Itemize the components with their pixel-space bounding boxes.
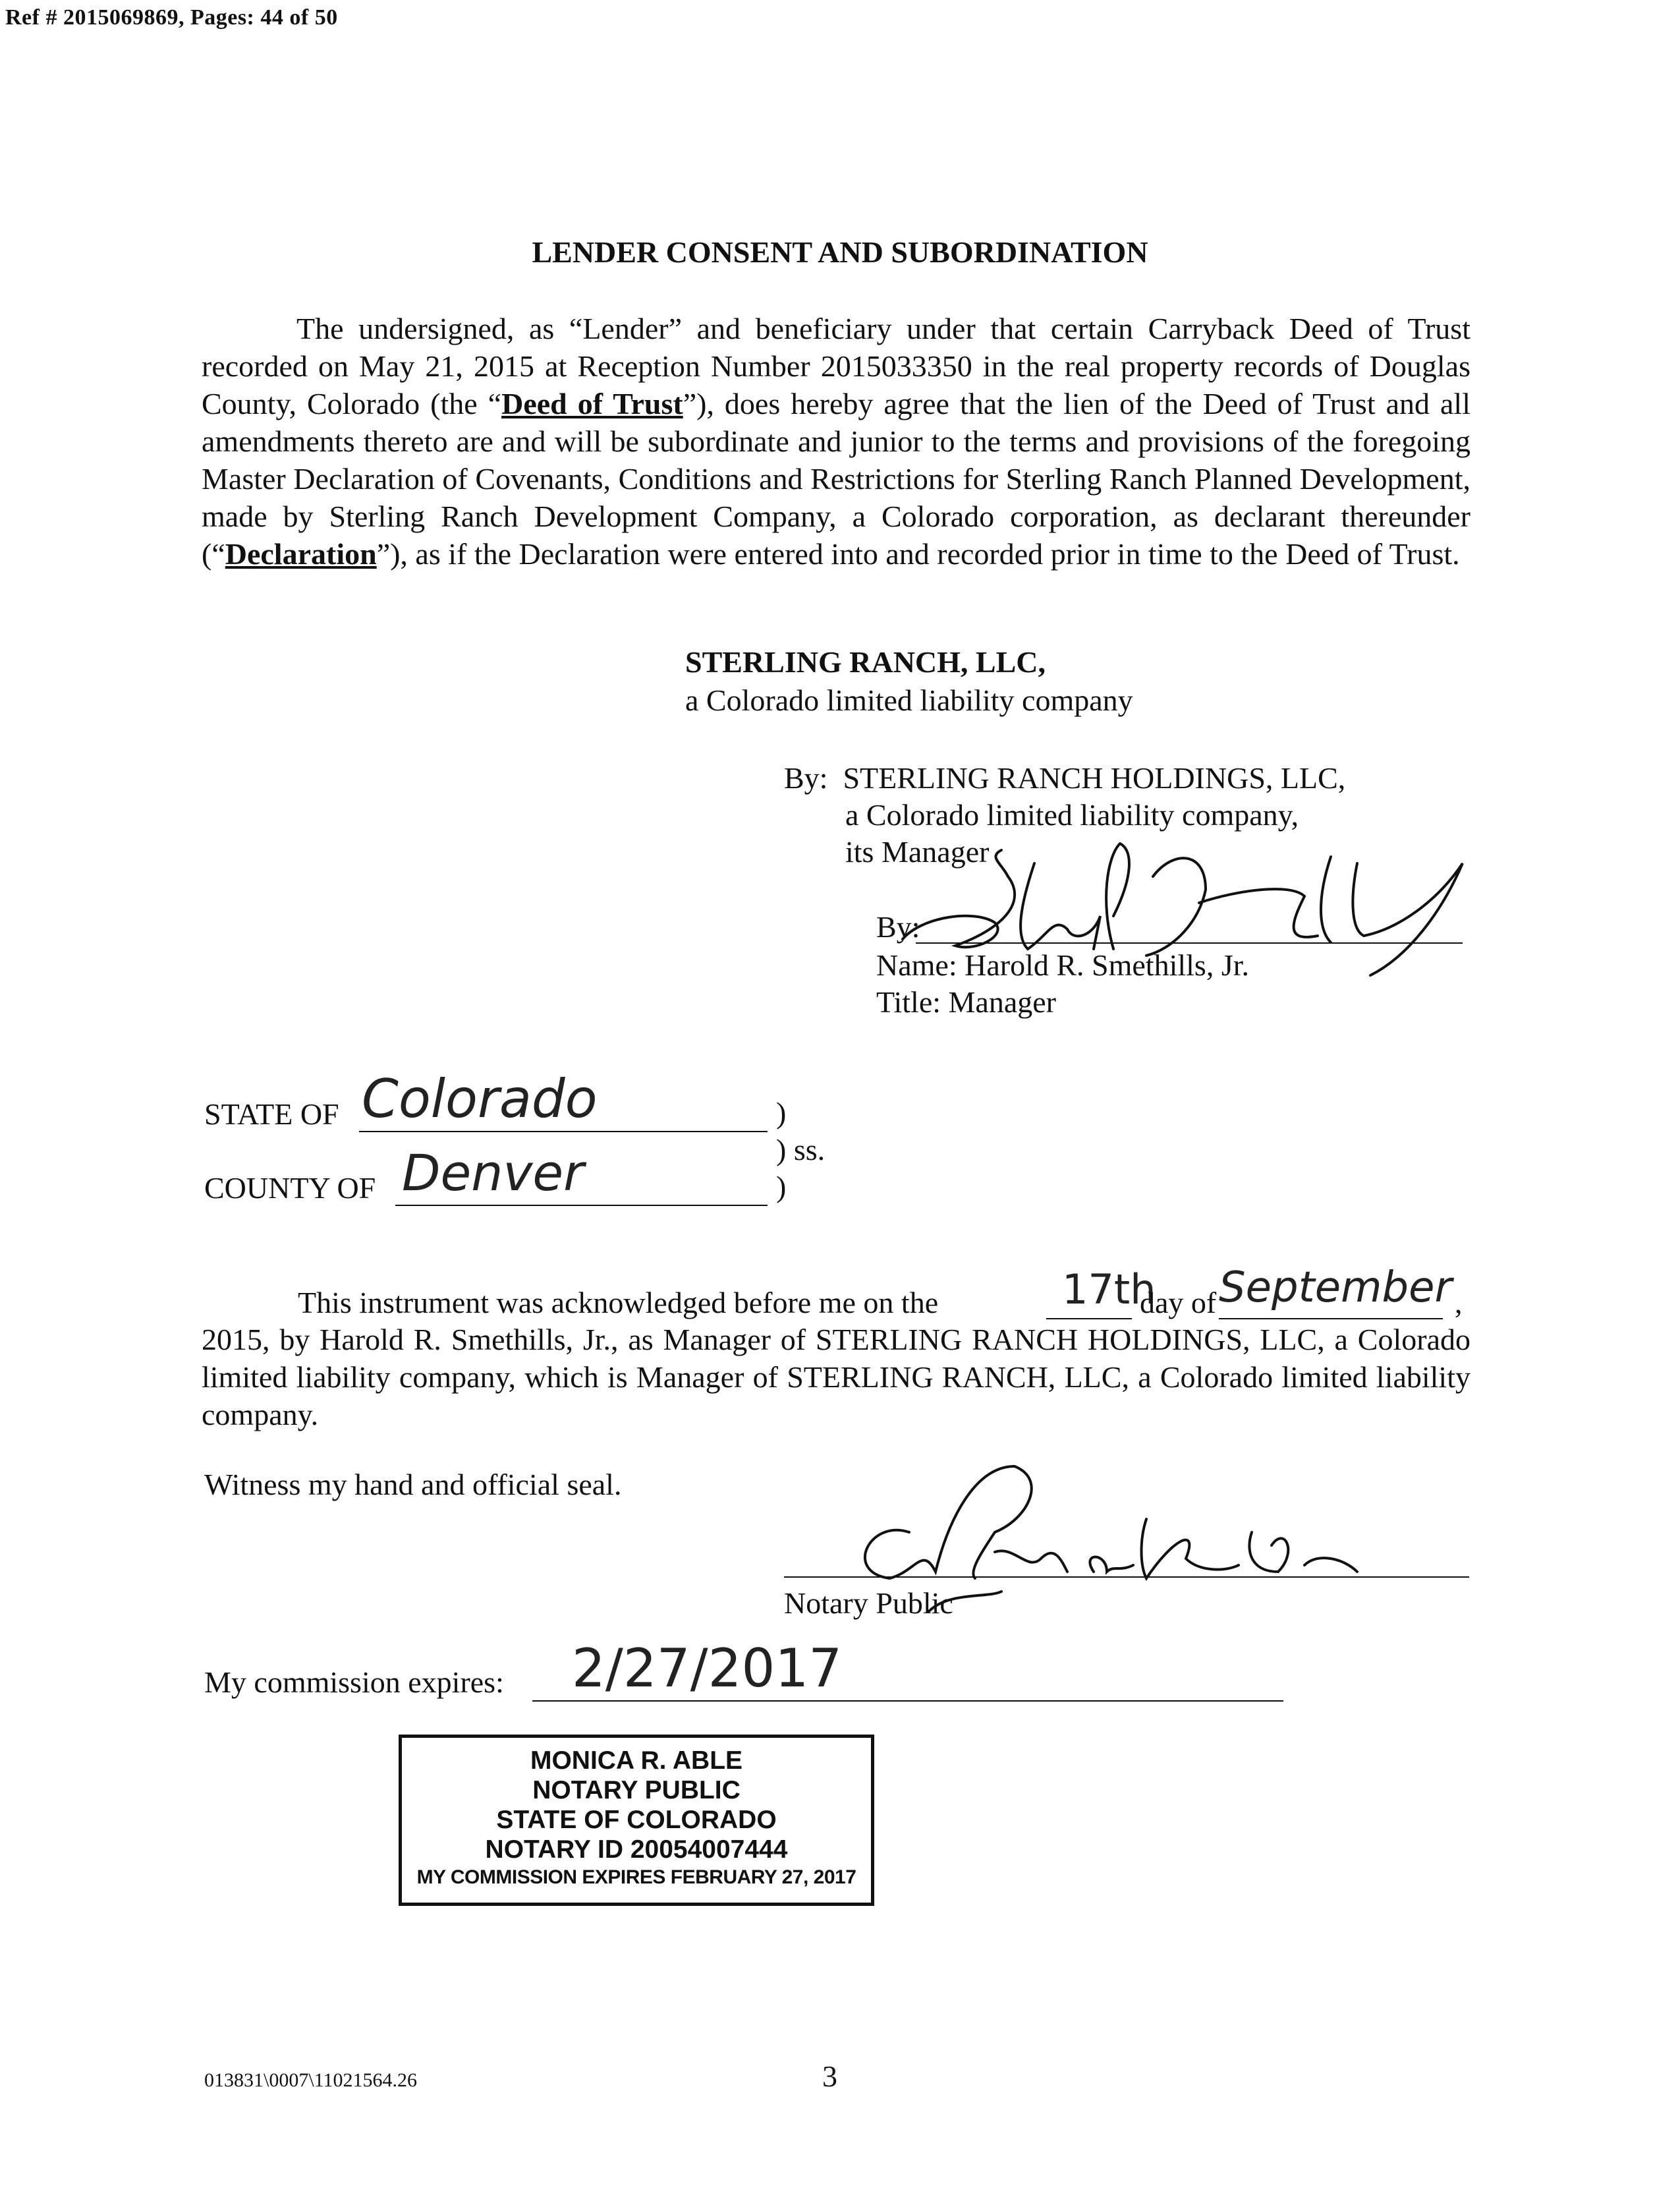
county-label: COUNTY OF (204, 1171, 376, 1205)
stamp-line-3: STATE OF COLORADO (496, 1806, 777, 1834)
venue-paren-1: ) (776, 1096, 787, 1130)
county-field (395, 1141, 768, 1206)
commission-value: 2/27/2017 (572, 1638, 843, 1699)
company-description: a Colorado limited liability company (685, 683, 1133, 717)
month-field (1219, 1255, 1452, 1319)
consent-paragraph (202, 310, 1470, 573)
commission-label: My commission expires: (204, 1665, 504, 1699)
ack-text-b: day of (1140, 1286, 1217, 1319)
stamp-line-1: MONICA R. ABLE (530, 1746, 743, 1775)
notary-stamp (399, 1735, 874, 1906)
venue-paren-3: ) (776, 1170, 787, 1203)
state-label: STATE OF (204, 1097, 339, 1131)
ack-text-c: , (1455, 1286, 1463, 1319)
state-field (359, 1068, 768, 1132)
venue-ss: ) ss. (776, 1133, 826, 1166)
ack-text-rest: 2015, by Harold R. Smethills, Jr., as Manager of STERLING RANCH HOLDINGS, LLC, a Colorado limited liability company, which is Manager of STERLING RANCH, LLC, a Colorado limited liability company. (202, 1323, 1470, 1431)
day-field (1046, 1261, 1156, 1319)
paragraph-text-a: The undersigned, as “Lender” and beneficiary under that certain Carryback Deed of Trust recorded on May 21, 2015 at Reception Number 2015033350 in the real property records of Douglas County, Colorado (the “ (202, 312, 1470, 420)
ack-text-a: This instrument was acknowledged before me on the (298, 1286, 939, 1319)
handwritten-signature-smethills (896, 837, 1489, 1015)
by-label: By: (876, 910, 920, 944)
page-number: 3 (822, 2059, 837, 2093)
stamp-line-4: NOTARY ID 20054007444 (485, 1835, 788, 1864)
document-reference: Ref # 2015069869, Pages: 44 of 50 (5, 5, 338, 30)
stamp-line-5: MY COMMISSION EXPIRES FEBRUARY 27, 2017 (416, 1866, 856, 1888)
county-value: Denver (402, 1143, 584, 1202)
commission-field (532, 1634, 1283, 1702)
day-value: 17th (1062, 1265, 1156, 1313)
footer-document-id: 013831\0007\11021564.26 (204, 2069, 418, 2091)
company-name: STERLING RANCH, LLC, (685, 645, 1046, 679)
state-value: Colorado (362, 1068, 598, 1130)
paragraph-text-b: ”), does hereby agree that the lien of the Deed of Trust and all amendments thereto are and will be subordinate and junior to the terms and provisions of the foregoing Master Declaration of Covenants, Conditions and Restrictions for Sterling Ranch Planned Development, made by Sterling Ranch Development Company, a Colorado corporation, as declarant thereunder (“ (202, 387, 1470, 571)
by-description-1: a Colorado limited liability company, (845, 798, 1299, 832)
witness-text: Witness my hand and official seal. (204, 1468, 622, 1501)
paragraph-text-c: ”), as if the Declaration were entered into and recorded prior in time to the Deed of Trust. (376, 537, 1460, 571)
notary-public-label: Notary Public (784, 1586, 953, 1620)
month-value: September (1219, 1263, 1452, 1312)
signer-title: Title: Manager (876, 985, 1056, 1019)
defined-term-declaration: Declaration (225, 537, 377, 571)
stamp-line-2: NOTARY PUBLIC (532, 1776, 741, 1804)
signer-name: Name: Harold R. Smethills, Jr. (876, 948, 1250, 982)
defined-term-deed-of-trust: Deed of Trust (501, 387, 683, 420)
by-line: By: STERLING RANCH HOLDINGS, LLC, (784, 761, 1346, 795)
document-title: LENDER CONSENT AND SUBORDINATION (532, 235, 1148, 269)
by-description-2: its Manager (845, 835, 990, 869)
